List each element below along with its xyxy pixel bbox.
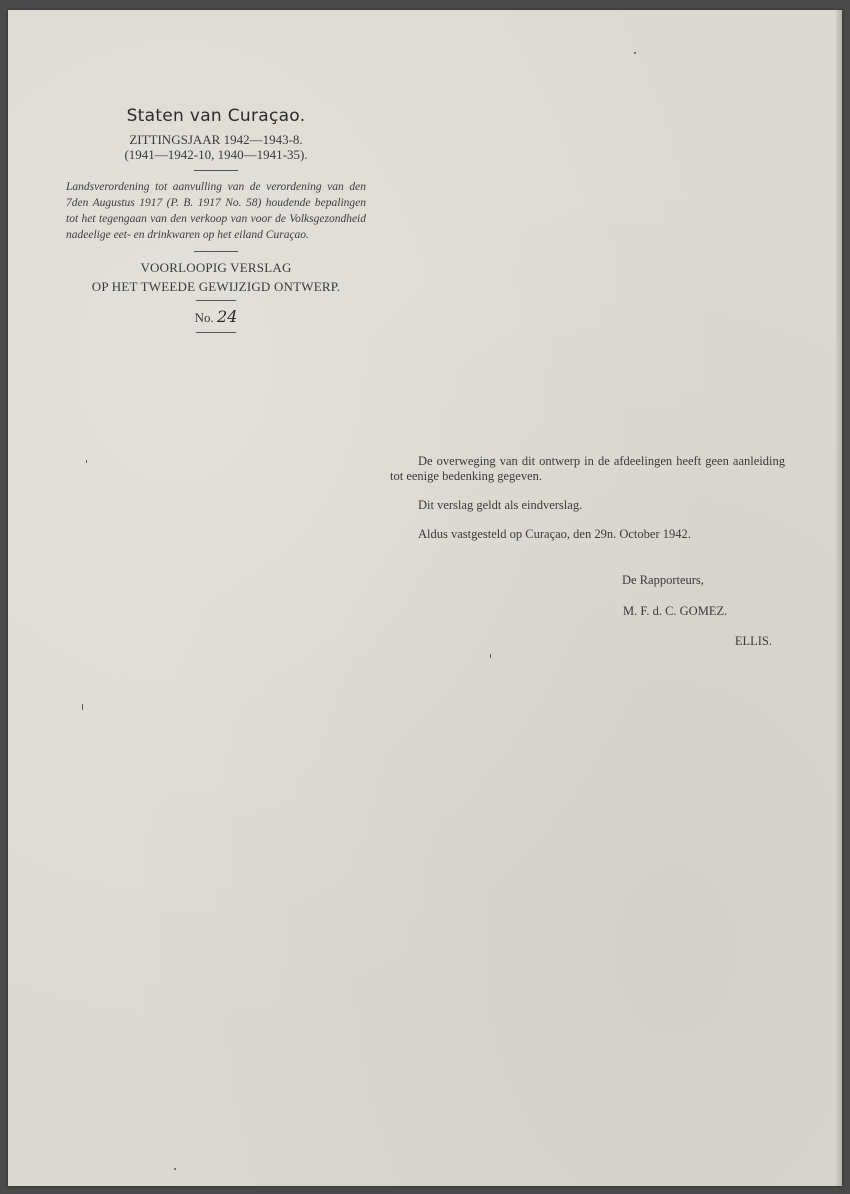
- paper-speck: [82, 704, 83, 710]
- signature-heading: De Rapporteurs,: [622, 573, 704, 587]
- document-number: [66, 307, 366, 326]
- signatory-ellis: ELLIS.: [734, 634, 772, 648]
- session-prior-years: (1941—1942-10, 1940—1941-35).: [124, 147, 308, 162]
- ordinance-description: Landsverordening tot aanvulling van de verordening van den 7den Augustus 1917 (P. B. 1917 No. 58) houdende bepalingen tot het tegengaan van den verkoop van voor de Volksgezondheid nadeelige eet- en drinkwaren op het eiland Curaçao.: [66, 181, 366, 241]
- divider: [194, 251, 238, 252]
- divider: [196, 300, 236, 301]
- document-page: [8, 10, 842, 1186]
- handwritten-number: 24: [217, 307, 238, 326]
- divider: [196, 332, 236, 333]
- paper-speck: [86, 460, 87, 463]
- report-title-line2: OP HET TWEEDE GEWIJZIGD ONTWERP.: [91, 279, 341, 294]
- body-paragraph-2: Dit verslag geldt als eindverslag.: [418, 498, 583, 512]
- divider: [194, 170, 238, 171]
- session-year: ZITTINGSJAAR 1942—1943-8.: [129, 132, 303, 147]
- body-paragraph-3: Aldus vastgesteld op Curaçao, den 29n. October 1942.: [418, 527, 691, 541]
- paper-speck: [634, 52, 636, 54]
- header-block: [66, 106, 366, 339]
- report-title-line1: VOORLOOPIG VERSLAG: [140, 260, 292, 275]
- body-paragraph-1: De overweging van dit ontwerp in de afdeelingen heeft geen aanleiding tot eenige bedenking gegeven.: [390, 454, 785, 483]
- paper-speck: [174, 1168, 176, 1170]
- report-body: [390, 454, 785, 648]
- page-edge: [836, 10, 842, 1186]
- number-label: No.: [194, 310, 214, 325]
- document-title: Staten van Curaçao.: [126, 106, 306, 126]
- paper-speck: [490, 654, 491, 658]
- signatory-gomez: M. F. d. C. GOMEZ.: [623, 604, 728, 618]
